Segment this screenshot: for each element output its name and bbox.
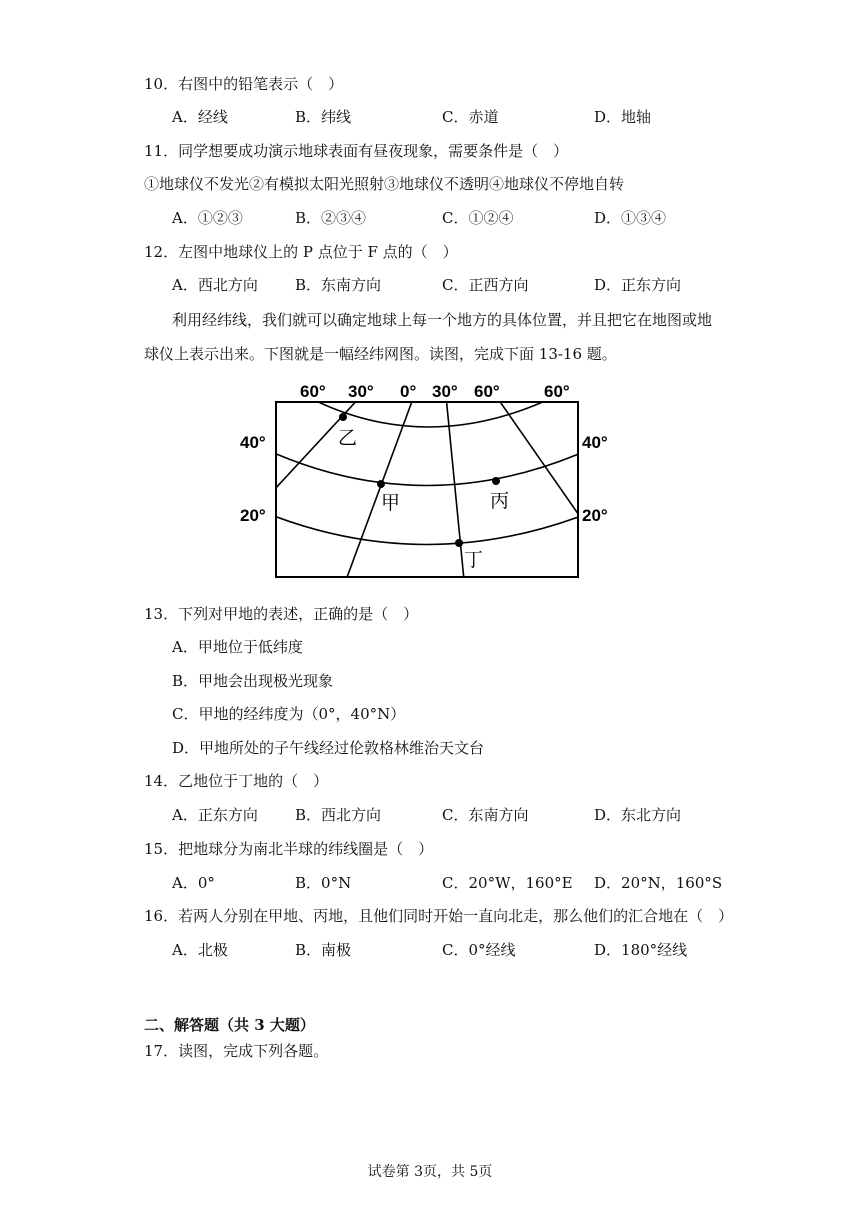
latitude-line-top [306,396,556,427]
q10-option-c: C．赤道 [442,108,499,126]
point-jia-label: 甲 [381,492,401,514]
map-frame [276,402,578,577]
q13-option-d: D．甲地所处的子午线经过伦敦格林维治天文台 [172,739,485,757]
q12-option-a: A．西北方向 [172,276,258,294]
q12-stem: 12．左图中地球仪上的 P 点位于 F 点的（ ） [144,243,458,261]
q14-option-d: D．东北方向 [594,806,682,824]
q13-option-b: B．甲地会出现极光现象 [172,672,334,690]
q16-option-b: B．南极 [295,941,352,959]
q10-option-b: B．纬线 [295,108,352,126]
q14-stem: 14．乙地位于丁地的（ ） [144,772,329,790]
point-bing-dot [492,477,500,485]
q15-option-a: A．0° [172,874,215,892]
q12-option-b: B．东南方向 [295,276,382,294]
q17-stem: 17．读图，完成下列各题。 [144,1042,329,1060]
top-label-60-left: 60° [300,382,326,401]
q16-option-c: C．0°经线 [442,941,516,959]
q14-option-a: A．正东方向 [172,806,258,824]
q11-stem: 11．同学想要成功演示地球表面有昼夜现象，需要条件是（ ） [144,142,569,160]
point-yi-dot [339,413,347,421]
point-ding-dot [455,539,463,547]
top-label-60-far: 60° [544,382,570,401]
top-label-30-right: 30° [432,382,458,401]
point-bing-label: 丙 [490,490,510,512]
top-label-30-left: 30° [348,382,374,401]
intro-line-1: 利用经纬线，我们就可以确定地球上每一个地方的具体位置，并且把它在地图或地 [172,311,713,329]
latitude-line-40 [274,453,581,486]
q16-option-a: A．北极 [172,941,228,959]
q13-option-c: C．甲地的经纬度为（0°，40°N） [172,705,406,723]
q15-option-c: C．20°W，160°E [442,874,573,892]
q15-option-b: B．0°N [295,874,352,892]
q13-option-a: A．甲地位于低纬度 [172,638,303,656]
q14-option-b: B．西北方向 [295,806,382,824]
left-label-40: 40° [240,433,266,452]
q12-option-d: D．正东方向 [594,276,682,294]
meridian-2 [346,396,414,580]
q12-option-c: C．正西方向 [442,276,529,294]
q11-conditions: ①地球仪不发光②有模拟太阳光照射③地球仪不透明④地球仪不停地自转 [144,175,625,193]
q15-option-d: D．20°N，160°S [594,874,723,892]
q15-stem: 15．把地球分为南北半球的纬线圈是（ ） [144,840,434,858]
q16-stem: 16．若两人分别在甲地、丙地，且他们同时开始一直向北走，那么他们的汇合地在（ ） [144,907,734,925]
q13-stem: 13．下列对甲地的表述，正确的是（ ） [144,605,419,623]
section-2-title: 二、解答题（共 3 大题） [144,1016,315,1034]
top-label-60-right: 60° [474,382,500,401]
point-jia-dot [377,480,385,488]
intro-line-2: 球仪上表示出来。下图就是一幅经纬网图。读图，完成下面 13-16 题。 [144,345,617,363]
point-yi-label: 乙 [338,427,358,449]
point-ding-label: 丁 [464,549,484,571]
top-label-0: 0° [400,382,417,401]
q16-option-d: D．180°经线 [594,941,688,959]
left-label-20: 20° [240,506,266,525]
q11-option-c: C．①②④ [442,209,514,227]
meridian-3 [446,396,464,580]
latitude-line-20 [274,516,581,545]
q10-option-d: D．地轴 [594,108,652,126]
page-footer: 试卷第 3页，共 5页 [367,1164,493,1180]
q11-option-a: A．①②③ [172,209,243,227]
right-label-40: 40° [582,433,608,452]
graticule-map [236,378,626,583]
q14-option-c: C．东南方向 [442,806,529,824]
q10-stem: 10．右图中的铅笔表示（ ） [144,75,344,93]
q11-option-d: D．①③④ [594,209,667,227]
q10-option-a: A．经线 [172,108,228,126]
q11-option-b: B．②③④ [295,209,367,227]
right-label-20: 20° [582,506,608,525]
